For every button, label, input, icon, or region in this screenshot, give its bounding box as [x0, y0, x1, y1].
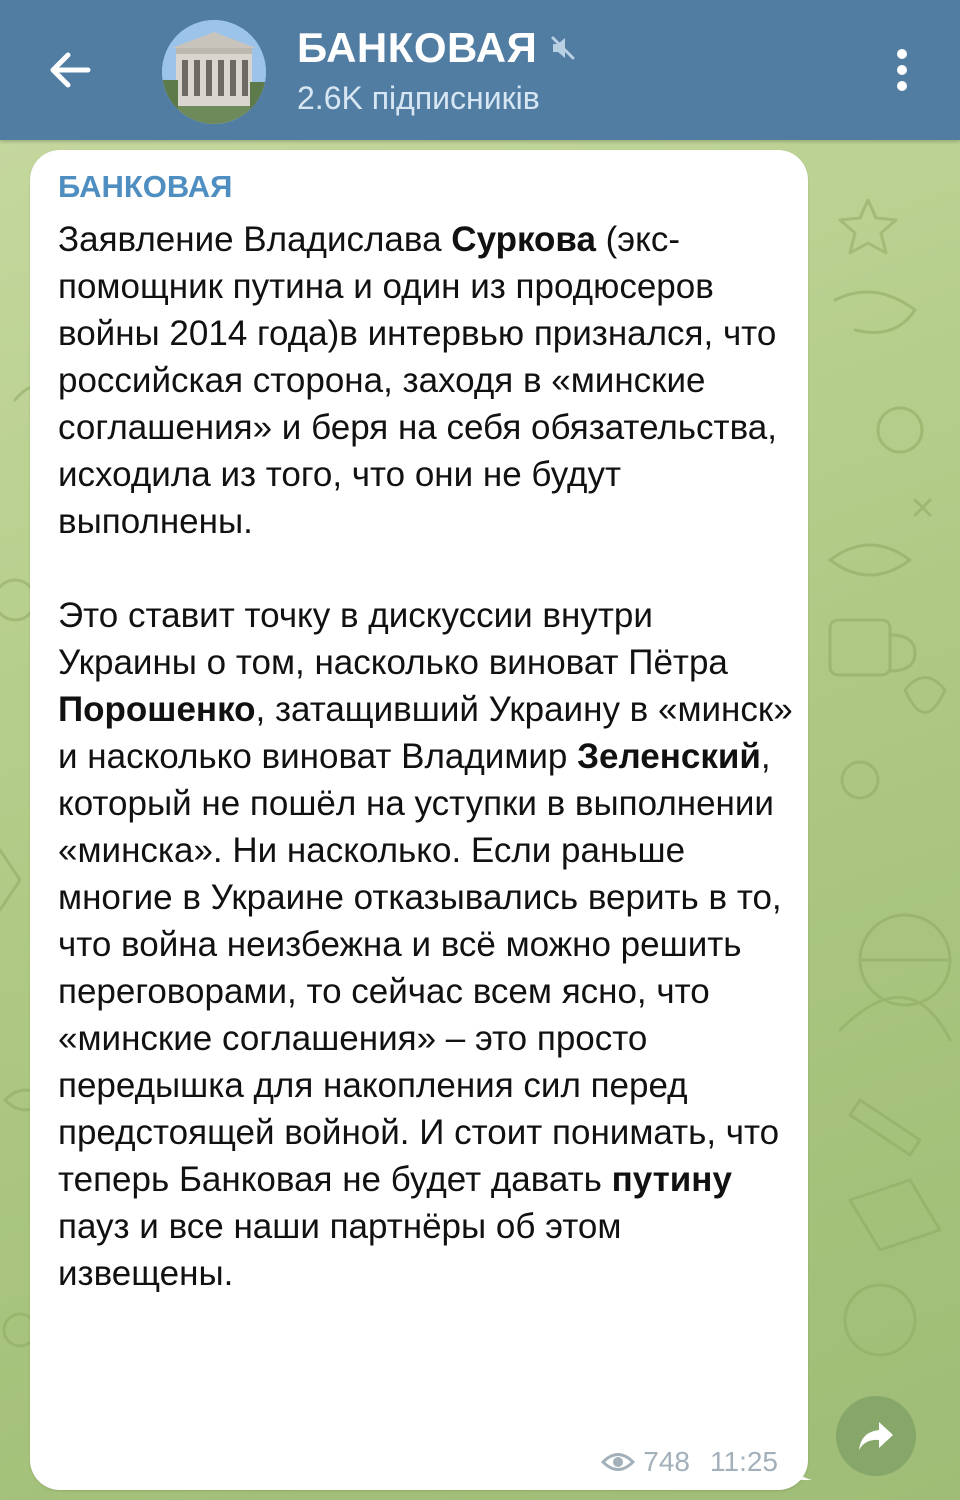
text-run: , который не пошёл на уступки в выполнении «минска». Ни насколько. Если раньше многие в Украине отказывались верить в то, что война неизбежна и всё можно решить переговорами, то сейчас всем ясно, что «минские соглашения» – это просто передышка для накопления сил перед предстоящей войной. И стоит понимать, что теперь Банковая не будет давать — [58, 737, 782, 1199]
more-menu-button[interactable] — [872, 30, 932, 110]
more-vertical-icon — [894, 46, 910, 94]
channel-title: БАНКОВАЯ — [297, 24, 538, 71]
text-run: Заявление Владислава — [58, 220, 452, 259]
bold-name: Суркова — [451, 220, 596, 259]
building-avatar-image — [162, 20, 266, 124]
bold-name: путину — [611, 1160, 732, 1199]
view-count: 748 — [643, 1446, 690, 1477]
message-time: 11:25 — [710, 1446, 778, 1477]
text-run: Это ставит точку в дискуссии внутри Украины о том, насколько виноват Пётра — [58, 596, 728, 682]
channel-avatar[interactable] — [162, 20, 266, 124]
eye-icon — [601, 1451, 635, 1473]
back-button[interactable] — [30, 30, 110, 110]
bold-name: Зеленский — [577, 737, 761, 776]
subscriber-count: 2.6K підписників — [297, 80, 540, 116]
text-run: , затащивший Украину в «минск» и насколько виноват Владимир — [58, 690, 793, 776]
text-run: пауз и все наши партнёры об этом извещены. — [58, 1207, 622, 1293]
bold-name: Порошенко — [58, 690, 256, 729]
message-meta — [601, 1446, 778, 1478]
text-run: (экс-помощник путина и один из продюсеров войны 2014 года)в интервью признался, что российская сторона, заходя в «минские соглашения» и беря на себя обязательства, исходила из того, что они не будут выполнены. — [58, 220, 777, 541]
muted-speaker-icon — [549, 34, 577, 62]
message-sender: БАНКОВАЯ — [58, 169, 233, 204]
message-paragraph-1 — [58, 216, 798, 545]
forward-button[interactable] — [836, 1396, 916, 1476]
message-text — [58, 216, 798, 1297]
channel-info[interactable] — [297, 22, 577, 120]
channel-header — [0, 0, 960, 140]
arrow-left-icon — [48, 50, 92, 90]
message-paragraph-2 — [58, 592, 798, 1297]
share-arrow-icon — [857, 1420, 895, 1452]
message-bubble[interactable] — [30, 150, 808, 1490]
